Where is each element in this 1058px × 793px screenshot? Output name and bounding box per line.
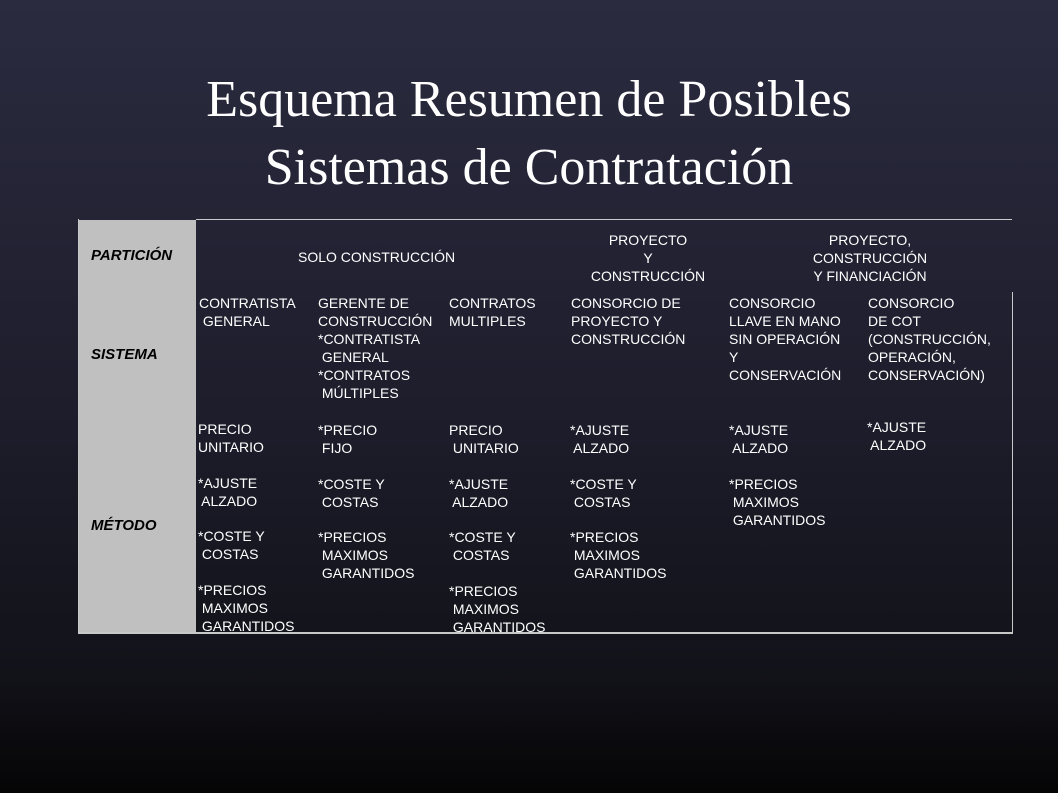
sistema-consorcio-cot: CONSORCIO DE COT (CONSTRUCCIÓN, OPERACIÓN, CONSERVACIÓN)	[868, 295, 991, 383]
particion-proyecto-construccion: PROYECTO Y CONSTRUCCIÓN	[590, 232, 706, 284]
metodo-c1-item: *COSTE Y COSTAS	[198, 528, 265, 562]
metodo-c1-item: PRECIO UNITARIO	[198, 421, 264, 455]
row-label-particion: PARTICIÓN	[91, 247, 173, 264]
particion-proyecto-construccion-financiacion: PROYECTO, CONSTRUCCIÓN Y FINANCIACIÓN	[812, 232, 928, 284]
metodo-c3-item: *PRECIOS MAXIMOS GARANTIDOS	[449, 583, 546, 635]
metodo-c4-item: *AJUSTE ALZADO	[570, 422, 630, 456]
sistema-gerente-construccion: GERENTE DE CONSTRUCCIÓN *CONTRATISTA GENERAL *CONTRATOS MÚLTIPLES	[318, 295, 433, 401]
table-top-border	[196, 219, 1012, 220]
slide-title-line-2: Sistemas de Contratación	[264, 139, 794, 196]
metodo-c1-item: *PRECIOS MAXIMOS GARANTIDOS	[198, 582, 295, 634]
sistema-consorcio-proyecto-construccion: CONSORCIO DE PROYECTO Y CONSTRUCCIÓN	[571, 295, 686, 347]
sistema-consorcio-llave-en-mano: CONSORCIO LLAVE EN MANO SIN OPERACIÓN Y CONSERVACIÓN	[729, 295, 842, 383]
metodo-c3-item: *AJUSTE ALZADO	[449, 476, 509, 510]
particion-solo-construccion: SOLO CONSTRUCCIÓN	[298, 249, 456, 265]
table-right-border	[1012, 292, 1013, 634]
metodo-c4-item: *PRECIOS MAXIMOS GARANTIDOS	[570, 529, 667, 581]
metodo-c6-item: *AJUSTE ALZADO	[867, 419, 927, 453]
metodo-c1-item: *AJUSTE ALZADO	[198, 475, 258, 509]
slide-title-line-1: Esquema Resumen de Posibles	[206, 71, 852, 128]
metodo-c3-item: *COSTE Y COSTAS	[449, 529, 516, 563]
metodo-c4-item: *COSTE Y COSTAS	[570, 476, 637, 510]
metodo-c2-item: *PRECIO FIJO	[318, 422, 378, 456]
metodo-c5-item: *AJUSTE ALZADO	[729, 422, 789, 456]
metodo-c5-item: *PRECIOS MAXIMOS GARANTIDOS	[729, 476, 826, 528]
metodo-c2-item: *COSTE Y COSTAS	[318, 476, 385, 510]
row-label-sistema: SISTEMA	[91, 346, 158, 363]
row-label-metodo: MÉTODO	[91, 517, 157, 534]
sistema-contratista-general: CONTRATISTA GENERAL	[199, 295, 296, 329]
metodo-c3-item: PRECIO UNITARIO	[449, 422, 519, 456]
sistema-contratos-multiples: CONTRATOS MULTIPLES	[449, 295, 536, 329]
metodo-c2-item: *PRECIOS MAXIMOS GARANTIDOS	[318, 529, 415, 581]
